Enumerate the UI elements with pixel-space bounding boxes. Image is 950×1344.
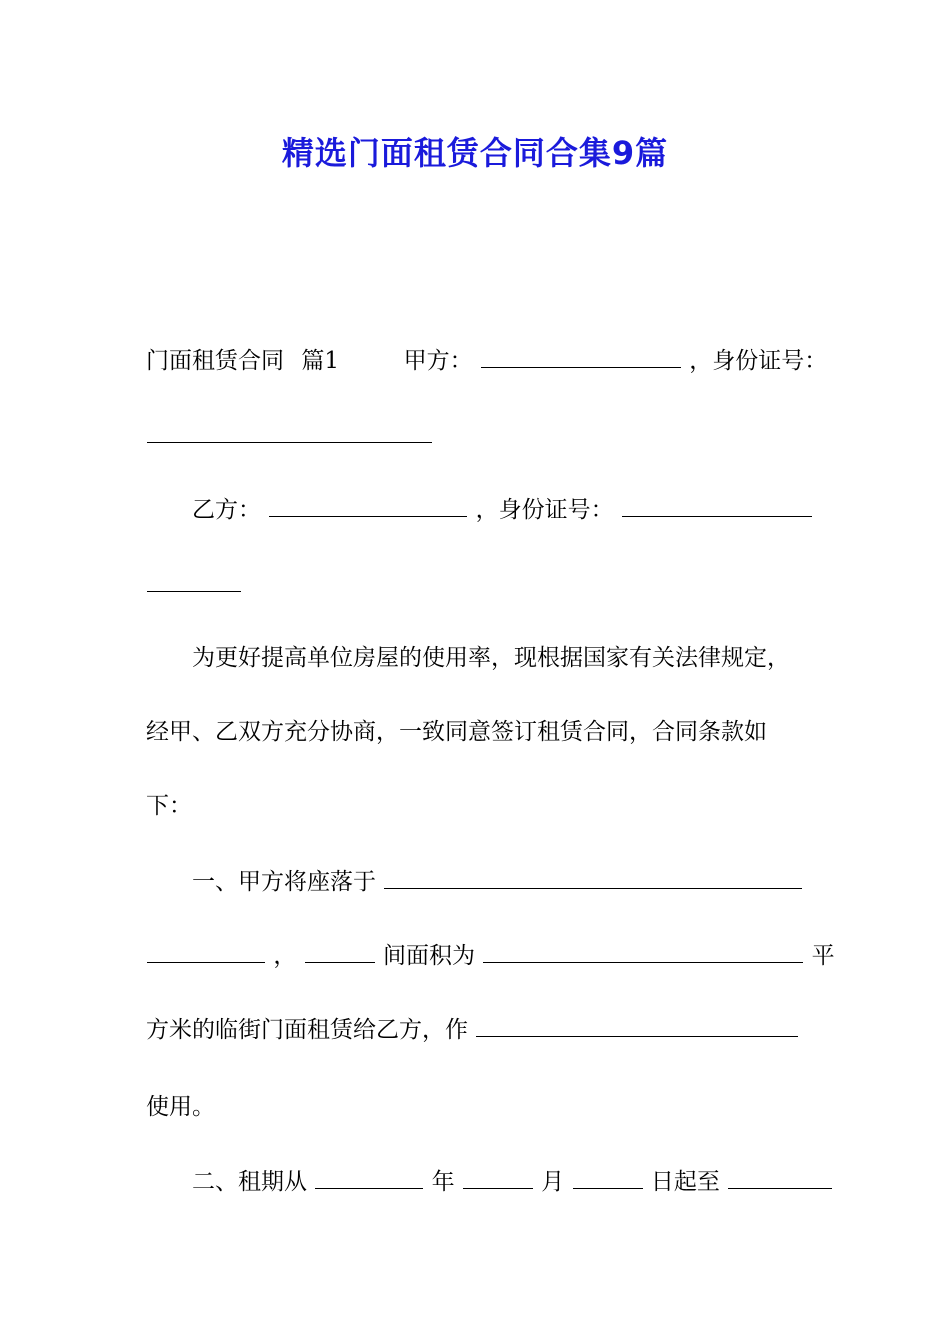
party-b-line — [192, 494, 862, 525]
clause1-location-label: 一、甲方将座落于 — [192, 869, 376, 895]
location-blank — [384, 866, 802, 889]
party-a-id-label: ，身份证号： — [689, 348, 828, 374]
end-year-blank — [728, 1166, 832, 1189]
clause1-line-4: 使用。 — [146, 1094, 215, 1120]
day-to-label: 日起至 — [650, 1169, 720, 1195]
start-day-blank — [573, 1166, 643, 1189]
party-b-id-blank-continued — [147, 569, 241, 592]
party-a-id-blank — [147, 420, 432, 443]
clause1-area-unit-1: 平 — [811, 943, 835, 969]
clause1-line-1 — [192, 866, 862, 897]
location-blank-continued — [147, 940, 265, 963]
party-b-label: 乙方： — [192, 497, 261, 523]
party-b-id-label: ，身份证号： — [475, 497, 614, 523]
start-year-blank — [315, 1166, 423, 1189]
section1-heading-line — [146, 345, 828, 376]
clause1-line-3 — [146, 1014, 816, 1045]
clause2-term-label: 二、租期从 — [192, 1169, 307, 1195]
party-a-id-line — [146, 420, 816, 451]
usage-blank — [476, 1014, 798, 1037]
start-month-blank — [463, 1166, 533, 1189]
page-title: 精选门面租赁合同合集9篇 — [281, 134, 669, 172]
section-number: 篇1 — [301, 348, 339, 374]
party-b-id-blank — [622, 494, 812, 517]
month-label: 月 — [541, 1169, 565, 1195]
intro-line-2: 经甲、乙双方充分协商，一致同意签订租赁合同，合同条款如 — [146, 719, 767, 745]
clause2-line-1 — [192, 1166, 862, 1197]
intro-line-3: 下： — [146, 793, 192, 819]
year-label: 年 — [431, 1169, 455, 1195]
area-blank — [483, 940, 803, 963]
party-a-name-blank — [481, 345, 681, 368]
clause1-separator: ， — [273, 943, 297, 969]
party-b-id-continued-line — [146, 569, 816, 600]
clause1-area-label: 间面积为 — [382, 943, 475, 969]
intro-line-1: 为更好提高单位房屋的使用率，现根据国家有关法律规定， — [192, 645, 790, 671]
room-count-blank — [305, 940, 375, 963]
clause1-usage-label: 方米的临街门面租赁给乙方，作 — [146, 1017, 468, 1043]
party-a-label: 甲方： — [403, 348, 473, 374]
clause1-line-2 — [146, 940, 835, 971]
party-b-name-blank — [269, 494, 467, 517]
section-heading: 门面租赁合同 — [146, 348, 284, 374]
